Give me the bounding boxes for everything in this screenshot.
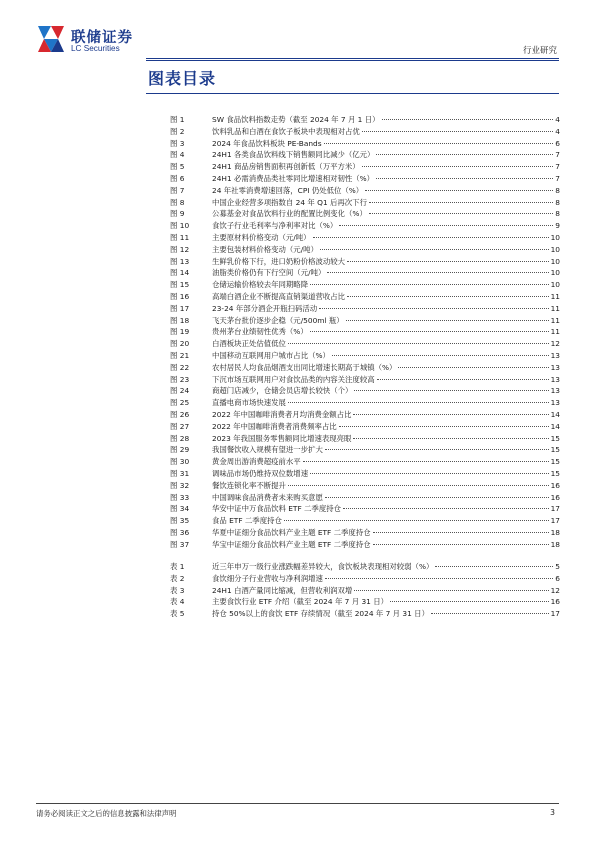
- toc-entry-title: SW 食品饮料指数走势（截至 2024 年 7 月 1 日）: [212, 115, 380, 124]
- toc-entry-page: 11: [550, 315, 560, 325]
- toc-dot-leader: [346, 320, 549, 321]
- toc-entry-title: 中国移动互联网用户城市占比（%）: [212, 350, 330, 360]
- toc-dot-leader: [284, 520, 549, 521]
- toc-dot-leader: [362, 131, 553, 132]
- toc-entry-title: 2022 年中国咖啡消费者消费频率占比: [212, 421, 337, 431]
- logo-mark-icon: [36, 24, 66, 54]
- toc-dot-leader: [373, 532, 549, 533]
- toc-entry-number: 图 35: [170, 516, 190, 526]
- toc-entry-number: 图 19: [170, 327, 190, 337]
- table-list: [170, 561, 560, 620]
- toc-dot-leader: [339, 225, 553, 226]
- toc-entry-page: 10: [550, 268, 560, 278]
- toc-dot-leader: [354, 390, 548, 391]
- figure-toc-entry[interactable]: [170, 138, 560, 150]
- toc-dot-leader: [310, 284, 549, 285]
- toc-entry-page: 4: [555, 115, 560, 124]
- toc-dot-leader: [320, 249, 549, 250]
- toc-entry-number: 图 17: [170, 303, 190, 313]
- toc-entry-title: 24H1 商品房销售面积再创新低（万平方米）: [212, 162, 360, 172]
- toc-entry-number: 表 4: [170, 597, 185, 607]
- toc-entry-number: 图 20: [170, 339, 190, 349]
- toc-entry-page: 8: [555, 185, 560, 195]
- figure-toc-entry[interactable]: [170, 326, 560, 338]
- toc-entry-number: 图 10: [170, 221, 190, 231]
- toc-entry-page: 8: [555, 197, 560, 207]
- toc-entry-page: 6: [555, 138, 560, 148]
- toc-entry-page: 18: [550, 539, 560, 549]
- toc-entry-title: 生鲜乳价格下行，进口奶粉价格波动较大: [212, 256, 346, 266]
- toc-entry-number: 图 12: [170, 244, 190, 254]
- toc-entry-title: 公募基金对食品饮料行业的配置比例变化（%）: [212, 209, 367, 219]
- toc-entry-title: 华安中证中万食品饮料 ETF 二季度持仓: [212, 504, 341, 514]
- toc-entry-page: 7: [555, 173, 560, 183]
- toc-entry-number: 表 1: [170, 562, 185, 571]
- toc-dot-leader: [369, 213, 553, 214]
- toc-dot-leader: [435, 566, 553, 567]
- toc-dot-leader: [353, 438, 548, 439]
- header-divider-thin: [146, 60, 559, 61]
- footer-divider: [36, 803, 559, 804]
- toc-entry-page: 12: [550, 585, 560, 595]
- toc-entry-page: 15: [550, 457, 560, 467]
- toc-entry-title: 油脂类价格仍有下行空间（元/吨）: [212, 268, 326, 278]
- figure-toc-entry[interactable]: [170, 397, 560, 409]
- toc-entry-title: 主要食饮行业 ETF 介绍（截至 2024 年 7 月 31 日）: [212, 597, 389, 607]
- toc-dot-leader: [431, 613, 549, 614]
- toc-entry-title: 商超门店减少，仓储会员店增长较快（个）: [212, 386, 353, 396]
- toc-entry-number: 图 8: [170, 197, 185, 207]
- toc-entry-page: 13: [550, 362, 560, 372]
- toc-dot-leader: [303, 461, 549, 462]
- toc-dot-leader: [353, 414, 548, 415]
- toc-dot-leader: [288, 402, 549, 403]
- toc-entry-title: 24H1 白酒产量同比缩减，但营收利润双增: [212, 585, 353, 595]
- toc-dot-leader: [310, 331, 549, 332]
- toc-entry-page: 7: [555, 162, 560, 172]
- toc-entry-page: 12: [550, 339, 560, 349]
- toc-entry-number: 图 11: [170, 232, 190, 242]
- toc-dot-leader: [319, 308, 548, 309]
- toc-entry-page: 7: [555, 150, 560, 160]
- toc-entry-page: 14: [550, 409, 560, 419]
- toc-entry-title: 中国调味食品消费者未来购买意愿: [212, 492, 323, 502]
- figure-toc-entry[interactable]: [170, 492, 560, 504]
- figure-toc-entry[interactable]: [170, 291, 560, 303]
- figure-toc-entry[interactable]: [170, 185, 560, 197]
- toc-entry-page: 16: [550, 492, 560, 502]
- figure-toc-entry[interactable]: [170, 421, 560, 433]
- toc-dot-leader: [324, 143, 554, 144]
- toc-entry-number: 图 30: [170, 457, 190, 467]
- figure-toc-entry[interactable]: [170, 338, 560, 350]
- toc-entry-page: 13: [550, 374, 560, 384]
- toc-entry-number: 表 2: [170, 573, 185, 583]
- toc-entry-number: 图 26: [170, 409, 190, 419]
- brand-name-en: LC Securities: [71, 44, 120, 53]
- toc-dot-leader: [325, 497, 549, 498]
- toc-entry-number: 图 32: [170, 480, 190, 490]
- toc-entry-number: 图 34: [170, 504, 190, 514]
- figure-toc-entry[interactable]: [170, 256, 560, 268]
- toc-entry-page: 15: [550, 468, 560, 478]
- table-toc-entry[interactable]: [170, 596, 560, 608]
- toc-entry-number: 图 2: [170, 126, 185, 136]
- toc-entry-number: 图 23: [170, 374, 190, 384]
- toc-dot-leader: [347, 296, 549, 297]
- toc-dot-leader: [325, 578, 553, 579]
- figure-toc-entry[interactable]: [170, 468, 560, 480]
- toc-entry-number: 图 9: [170, 209, 185, 219]
- toc-entry-title: 食饮细分子行业营收与净利润增速: [212, 573, 323, 583]
- toc-dot-leader: [376, 154, 553, 155]
- figure-toc-entry[interactable]: [170, 515, 560, 527]
- toc-entry-number: 图 3: [170, 138, 185, 148]
- toc-entry-page: 13: [550, 350, 560, 360]
- figure-toc-entry[interactable]: [170, 244, 560, 256]
- toc-entry-page: 8: [555, 209, 560, 219]
- toc-entry-page: 5: [555, 562, 560, 571]
- figure-toc-entry[interactable]: [170, 149, 560, 161]
- toc-dot-leader: [339, 426, 549, 427]
- toc-entry-title: 2022 年中国咖啡消费者月均消费金额占比: [212, 409, 352, 419]
- figure-toc-entry[interactable]: [170, 197, 560, 209]
- toc-entry-title: 近三年申万一级行业涨跌幅差异较大，食饮板块表现相对较弱（%）: [212, 562, 434, 571]
- toc-dot-leader: [354, 590, 548, 591]
- toc-entry-number: 图 25: [170, 398, 190, 408]
- toc-entry-title: 华夏中证细分食品饮料产业主题 ETF 二季度持仓: [212, 527, 371, 537]
- toc-entry-title: 调味品市场仍维持双位数增速: [212, 468, 309, 478]
- toc-entry-page: 11: [550, 303, 560, 313]
- toc-entry-title: 飞天茅台批价逐步企稳（元/500ml 瓶）: [212, 315, 344, 325]
- toc-dot-leader: [347, 261, 549, 262]
- title-divider: [146, 93, 559, 94]
- toc-dot-leader: [325, 449, 549, 450]
- toc-entry-page: 17: [550, 609, 560, 619]
- toc-entry-number: 图 37: [170, 539, 190, 549]
- toc-entry-number: 图 14: [170, 268, 190, 278]
- toc-entry-title: 23-24 年部分酒企开瓶扫码活动: [212, 303, 318, 313]
- figure-toc-entry[interactable]: [170, 126, 560, 138]
- figure-toc-entry[interactable]: [170, 208, 560, 220]
- figure-toc-entry[interactable]: [170, 374, 560, 386]
- toc-entry-page: 15: [550, 433, 560, 443]
- toc-entry-page: 17: [550, 504, 560, 514]
- figure-toc-entry[interactable]: [170, 267, 560, 279]
- toc-entry-page: 16: [550, 597, 560, 607]
- toc-entry-number: 图 13: [170, 256, 190, 266]
- toc-dot-leader: [288, 485, 549, 486]
- figure-toc-entry[interactable]: [170, 362, 560, 374]
- toc-entry-number: 图 18: [170, 315, 190, 325]
- figure-toc-entry[interactable]: [170, 232, 560, 244]
- toc-dot-leader: [310, 473, 549, 474]
- toc-entry-title: 24 年社零消费增速回落，CPI 仍处低位（%）: [212, 185, 364, 195]
- page-number: 3: [550, 808, 555, 817]
- toc-entry-number: 表 5: [170, 609, 185, 619]
- figure-toc-entry[interactable]: [170, 350, 560, 362]
- toc-entry-page: 9: [555, 221, 560, 231]
- figure-toc-entry[interactable]: [170, 315, 560, 327]
- toc-entry-number: 图 6: [170, 173, 185, 183]
- toc-entry-number: 图 1: [170, 115, 185, 124]
- toc-entry-page: 13: [550, 386, 560, 396]
- figure-toc-entry[interactable]: [170, 220, 560, 232]
- toc-dot-leader: [362, 166, 554, 167]
- toc-entry-title: 持仓 50%以上的食饮 ETF 存续情况（截至 2024 年 7 月 31 日）: [212, 609, 429, 619]
- figure-toc-entry[interactable]: [170, 527, 560, 539]
- toc-entry-page: 10: [550, 244, 560, 254]
- toc-entry-title: 白酒板块正处估值低位: [212, 339, 286, 349]
- toc-entry-number: 图 21: [170, 350, 190, 360]
- section-title: 图表目录: [148, 69, 217, 88]
- toc-entry-number: 图 5: [170, 162, 185, 172]
- toc-entry-page: 4: [555, 126, 560, 136]
- toc-entry-page: 10: [550, 280, 560, 290]
- toc-dot-leader: [376, 178, 553, 179]
- figure-toc-entry[interactable]: [170, 114, 560, 126]
- toc-entry-title: 主要原材料价格变动（元/吨）: [212, 232, 311, 242]
- toc-entry-title: 24H1 各类食品饮料线下销售额同比减少（亿元）: [212, 150, 375, 160]
- toc-entry-title: 24H1 必需消费品类社零同比增速相对韧性（%）: [212, 173, 375, 183]
- table-toc-entry[interactable]: [170, 585, 560, 597]
- toc-entry-title: 高端白酒企业不断提高直销渠道营收占比: [212, 291, 346, 301]
- toc-entry-title: 华宝中证细分食品饮料产业主题 ETF 二季度持仓: [212, 539, 371, 549]
- figure-list: [170, 114, 560, 550]
- toc-entry-page: 10: [550, 232, 560, 242]
- toc-entry-number: 图 16: [170, 291, 190, 301]
- figure-toc-entry[interactable]: [170, 161, 560, 173]
- toc-dot-leader: [327, 272, 548, 273]
- toc-entry-page: 14: [550, 421, 560, 431]
- figure-toc-entry[interactable]: [170, 385, 560, 397]
- footer-disclaimer: 请务必阅读正文之后的信息披露和法律声明: [36, 809, 177, 818]
- toc-entry-number: 图 29: [170, 445, 190, 455]
- toc-entry-page: 6: [555, 573, 560, 583]
- toc-entry-title: 食饮子行业毛利率与净利率对比（%）: [212, 221, 338, 231]
- toc-entry-page: 16: [550, 480, 560, 490]
- header-divider: [146, 58, 559, 59]
- toc-entry-number: 图 24: [170, 386, 190, 396]
- toc-dot-leader: [288, 343, 549, 344]
- figure-toc-entry[interactable]: [170, 433, 560, 445]
- table-toc-entry[interactable]: [170, 608, 560, 620]
- toc-entry-title: 2024 年食品饮料板块 PE-Bands: [212, 138, 322, 148]
- toc-entry-title: 中国企业经营多项指数自 24 年 Q1 后再次下行: [212, 197, 367, 207]
- toc-dot-leader: [369, 202, 553, 203]
- company-logo: [36, 24, 146, 54]
- toc-entry-number: 图 27: [170, 421, 190, 431]
- toc-entry-title: 餐饮连锁化率不断提升: [212, 480, 286, 490]
- toc-entry-title: 直播电商市场快速发展: [212, 398, 286, 408]
- toc-dot-leader: [398, 367, 548, 368]
- toc-entry-number: 图 28: [170, 433, 190, 443]
- toc-entry-page: 11: [550, 291, 560, 301]
- toc-entry-page: 17: [550, 516, 560, 526]
- figure-toc-entry[interactable]: [170, 480, 560, 492]
- figure-toc-entry[interactable]: [170, 409, 560, 421]
- toc-entry-title: 我国餐饮收入规模有望进一步扩大: [212, 445, 323, 455]
- toc-entry-title: 2023 年我国服务零售额同比增速表现亮眼: [212, 433, 352, 443]
- toc-dot-leader: [365, 190, 553, 191]
- toc-entry-title: 下沉市场互联网用户对食饮品类的内容关注度较高: [212, 374, 375, 384]
- toc-entry-title: 食品 ETF 二季度持仓: [212, 516, 282, 526]
- toc-entry-page: 15: [550, 445, 560, 455]
- toc-entry-number: 图 36: [170, 527, 190, 537]
- report-category: 行业研究: [522, 46, 557, 56]
- figure-toc-entry[interactable]: [170, 444, 560, 456]
- toc-dot-leader: [343, 508, 549, 509]
- toc-entry-title: 饮料乳品和白酒在食饮子板块中表现相对占优: [212, 126, 360, 136]
- toc-entry-page: 18: [550, 527, 560, 537]
- brand-name-cn: 联储证券: [71, 30, 133, 46]
- table-toc-entry[interactable]: [170, 561, 560, 573]
- figure-toc-entry[interactable]: [170, 456, 560, 468]
- figure-toc-entry[interactable]: [170, 503, 560, 515]
- toc-dot-leader: [373, 544, 549, 545]
- toc-dot-leader: [390, 601, 549, 602]
- toc-dot-leader: [377, 379, 549, 380]
- toc-entry-number: 图 7: [170, 185, 185, 195]
- toc-entry-number: 图 4: [170, 150, 185, 160]
- figure-toc-entry[interactable]: [170, 303, 560, 315]
- toc-dot-leader: [332, 355, 549, 356]
- toc-entry-page: 10: [550, 256, 560, 266]
- figure-toc-entry[interactable]: [170, 539, 560, 551]
- toc-entry-title: 农村居民人均食品烟酒支出同比增速长期高于城镇（%）: [212, 362, 397, 372]
- toc-entry-title: 黄金周出游消费超疫前水平: [212, 457, 301, 467]
- figure-toc-entry[interactable]: [170, 173, 560, 185]
- figure-toc-entry[interactable]: [170, 279, 560, 291]
- toc-entry-number: 图 33: [170, 492, 190, 502]
- toc-entry-number: 图 31: [170, 468, 190, 478]
- toc-entry-title: 贵州茅台业绩韧性优秀（%）: [212, 327, 308, 337]
- toc-entry-page: 11: [550, 327, 560, 337]
- table-toc-entry[interactable]: [170, 573, 560, 585]
- toc-dot-leader: [382, 119, 554, 120]
- toc-entry-page: 13: [550, 398, 560, 408]
- toc-entry-number: 图 22: [170, 362, 190, 372]
- toc-entry-title: 主要包装材料价格变动（元/吨）: [212, 244, 318, 254]
- toc-entry-number: 图 15: [170, 280, 190, 290]
- toc-dot-leader: [313, 237, 549, 238]
- toc-entry-number: 表 3: [170, 585, 185, 595]
- toc-entry-title: 仓储运输价格较去年同期略降: [212, 280, 309, 290]
